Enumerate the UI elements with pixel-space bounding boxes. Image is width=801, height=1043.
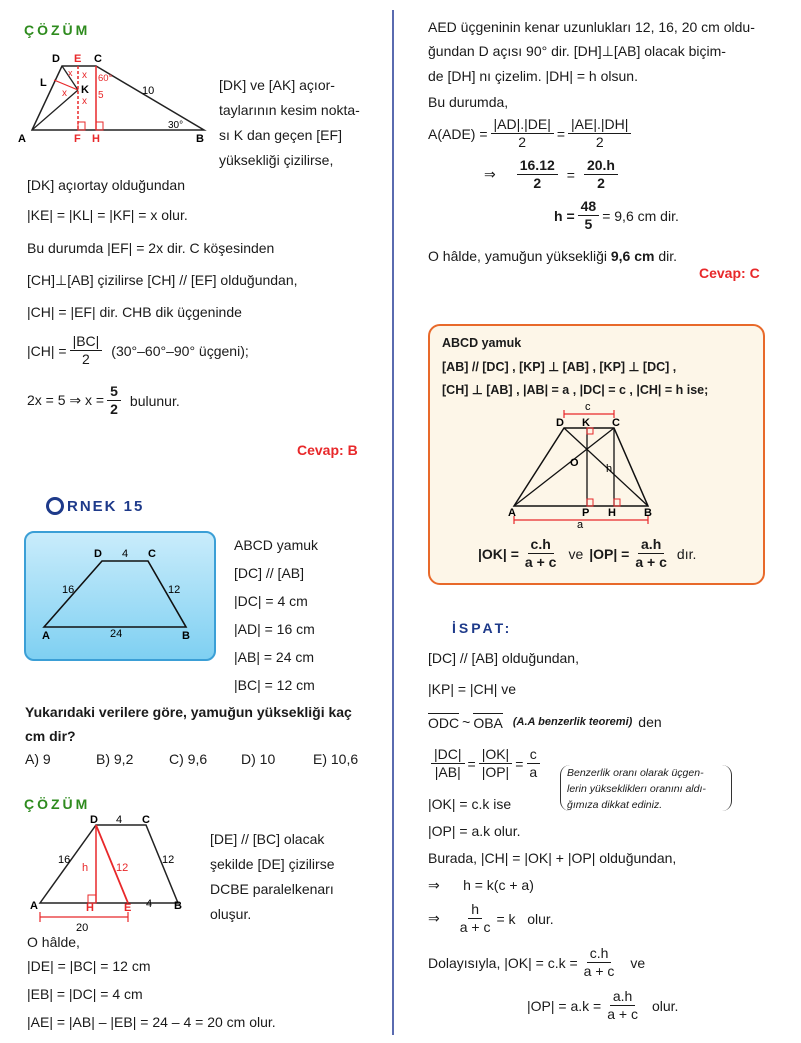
frac-den: 2 bbox=[110, 401, 118, 417]
frac-den: |AB| bbox=[434, 764, 461, 780]
cozum2-text bbox=[210, 827, 334, 927]
cozum2-line-4: oluşur. bbox=[210, 906, 252, 922]
p10-pre: Dolayısıyla, |OK| = c.k = bbox=[428, 954, 578, 971]
p11-post: olur. bbox=[651, 997, 679, 1014]
question-line-1: Yukarıdaki verilere göre, yamuğun yüksekliği kaç bbox=[25, 704, 352, 720]
fig1-label-F: F bbox=[74, 133, 81, 144]
eq-h bbox=[554, 198, 679, 233]
fig3-left: 16 bbox=[58, 854, 71, 866]
answer-1: Cevap: B bbox=[297, 442, 358, 458]
fig3-label-C: C bbox=[142, 815, 150, 826]
fig3-bottom: 20 bbox=[76, 922, 89, 933]
cozum2-line-2: şekilde [DE] çizilirse bbox=[210, 856, 335, 872]
cozum1-line-3: sı K dan geçen [EF] bbox=[219, 127, 342, 143]
p-ratio: $\frac{|DC|}{|AB|}$ = $\frac{|OK|}{|OP|}$ = $\frac{c}{a}$ bbox=[428, 746, 543, 781]
fig3-h: h bbox=[82, 862, 89, 874]
frac-den: a + c bbox=[635, 554, 667, 570]
fig4-label-C: C bbox=[612, 417, 620, 429]
p-line-9 bbox=[428, 901, 554, 936]
frac-den: a + c bbox=[607, 1006, 638, 1022]
option-a: A) 9 bbox=[25, 751, 51, 767]
fig3-label-B: B bbox=[174, 900, 182, 912]
line-de-bc: |DE| = |BC| = 12 cm bbox=[27, 958, 151, 974]
eq-x-post: bulunur. bbox=[129, 392, 180, 409]
given-2: [DC] // [AB] bbox=[234, 565, 305, 581]
p-line-5: |OK| = c.k ise bbox=[428, 796, 512, 812]
frac-num: c.h bbox=[528, 536, 554, 554]
option-c: C) 9,6 bbox=[169, 751, 208, 767]
figure-trapezoid-solution bbox=[30, 815, 200, 933]
eq-h-post: = 9,6 cm dir. bbox=[602, 207, 679, 224]
frac-num: a.h bbox=[610, 988, 635, 1006]
option-d: D) 10 bbox=[241, 751, 276, 767]
fig4-label-H: H bbox=[608, 507, 616, 519]
fig1-x3: x bbox=[62, 88, 67, 99]
frac-num: 16.12 bbox=[517, 157, 558, 175]
line-aciortay: [DK] açıortay olduğundan bbox=[27, 177, 185, 193]
r-line-1: AED üçgeninin kenar uzunlukları 12, 16, 20 cm oldu- bbox=[428, 19, 755, 35]
box-op: |OP| = bbox=[589, 545, 630, 562]
frac-48-5 bbox=[578, 198, 600, 233]
frac-den: 2 bbox=[597, 175, 605, 191]
arrow: ⇒ bbox=[484, 166, 496, 182]
option-b: B) 9,2 bbox=[96, 751, 134, 767]
p11-pre: |OP| = a.k = bbox=[527, 997, 602, 1014]
fig1-label-H: H bbox=[92, 133, 100, 144]
p-line-3 bbox=[428, 713, 662, 731]
p9-post: = k olur. bbox=[496, 910, 554, 927]
fig3-d12: 12 bbox=[116, 862, 129, 874]
frac-num: a.h bbox=[638, 536, 664, 554]
frac-den: a + c bbox=[459, 919, 491, 935]
cozum-heading-1: ÇÖZÜM bbox=[24, 22, 91, 38]
column-divider bbox=[392, 10, 394, 1035]
fig1-label-C: C bbox=[94, 53, 102, 65]
eq-area: A(ADE) = $\frac{|AD|.|DE|}{2}$ = $\frac{|AE|.|DH|}{2}$ bbox=[428, 116, 634, 151]
theorem-box bbox=[428, 324, 765, 585]
cozum1-text bbox=[219, 73, 360, 173]
example-figure-box bbox=[24, 531, 216, 661]
angle-oba: OBA bbox=[473, 715, 503, 731]
fig4-label-O: O bbox=[570, 457, 579, 469]
frac-ch-ac bbox=[522, 536, 560, 571]
note-line-1: Benzerlik oranı olarak üçgen- bbox=[567, 767, 704, 779]
frac-num: c bbox=[527, 746, 540, 764]
frac-c-a bbox=[526, 746, 540, 781]
given-6: |BC| = 12 cm bbox=[234, 677, 315, 693]
question-line-2: cm dir? bbox=[25, 728, 76, 744]
frac-num: |OK| bbox=[479, 746, 513, 764]
fig1-label-K: K bbox=[81, 84, 89, 96]
given-list bbox=[234, 531, 318, 699]
box-formula bbox=[478, 536, 696, 571]
fig1-label-A: A bbox=[18, 133, 26, 144]
option-e: E) 10,6 bbox=[313, 751, 359, 767]
frac-num: 48 bbox=[578, 198, 600, 216]
fig3-label-D: D bbox=[90, 815, 98, 826]
fig4-h: h bbox=[606, 463, 613, 475]
conclusion-pre: O hâlde, yamuğun yüksekliği bbox=[428, 248, 611, 264]
eq-area-lhs: A(ADE) = bbox=[428, 125, 488, 142]
frac-den: |OP| bbox=[481, 764, 510, 780]
fig2-top: 4 bbox=[122, 548, 129, 560]
cozum-heading-2: ÇÖZÜM bbox=[24, 796, 91, 812]
box-line-1: [AB] // [DC] , [KP] ⊥ [AB] , [KP] ⊥ [DC] , bbox=[442, 360, 677, 374]
fig2-right: 12 bbox=[168, 584, 181, 596]
line-ch-ef: |CH| = |EF| dir. CHB dik üçgeninde bbox=[27, 304, 242, 320]
p-line-8: ⇒ h = k(c + a) bbox=[428, 877, 534, 893]
cozum2-line-1: [DE] // [BC] olacak bbox=[210, 831, 325, 847]
fig3-top: 4 bbox=[116, 815, 123, 826]
r-conclusion bbox=[428, 248, 677, 264]
frac-ah-ac bbox=[632, 536, 670, 571]
fig1-label-B: B bbox=[196, 133, 204, 144]
eq-x bbox=[27, 383, 180, 418]
note-line-2: lerin yüksekliklerı oranını aldı- bbox=[567, 783, 706, 795]
conclusion-bold: 9,6 cm bbox=[610, 248, 655, 264]
given-3: |DC| = 4 cm bbox=[234, 593, 308, 609]
fig4-label-K: K bbox=[582, 417, 590, 429]
p-line-2: |KP| = |CH| ve bbox=[428, 681, 517, 697]
fig1-label-D: D bbox=[52, 53, 60, 65]
fig1-angle60: 60° bbox=[98, 73, 113, 84]
frac-5-2 bbox=[107, 383, 121, 418]
box-title: ABCD yamuk bbox=[442, 336, 522, 350]
angle-odc: ODC bbox=[428, 715, 460, 731]
r-line-2: ğundan D açısı 90° dir. [DH]⊥[AB] olacak biçim- bbox=[428, 43, 726, 59]
frac-bc-2 bbox=[70, 333, 103, 368]
ispat-heading: İSPAT: bbox=[452, 620, 513, 636]
figure-trapezoid-bisectors bbox=[18, 48, 214, 144]
fig1-x2: x bbox=[82, 96, 87, 107]
eq-x-lhs: 2x = 5 ⇒ x = bbox=[27, 392, 105, 408]
fig2-label-A: A bbox=[42, 630, 50, 642]
ornek-o-icon bbox=[46, 497, 64, 515]
p-line-6: |OP| = a.k olur. bbox=[428, 823, 521, 839]
fig1-x4: x bbox=[68, 68, 73, 78]
p-line-11 bbox=[527, 988, 678, 1023]
eq-ch-note: (30°–60°–90° üçgeni); bbox=[111, 342, 249, 359]
fig4-label-D: D bbox=[556, 417, 564, 429]
frac-ok-op bbox=[479, 746, 513, 781]
frac-ch-ac-2 bbox=[581, 945, 618, 980]
arrow: ⇒ bbox=[428, 910, 440, 926]
frac-dc-ab bbox=[431, 746, 465, 781]
fig2-label-D: D bbox=[94, 548, 102, 560]
given-5: |AB| = 24 cm bbox=[234, 649, 315, 665]
fig1-label-L: L bbox=[40, 77, 47, 89]
box-line-2: [CH] ⊥ [AB] , |AB| = a , |DC| = c , |CH| = h ise; bbox=[442, 383, 709, 397]
frac-16-12 bbox=[517, 157, 558, 192]
frac-den: 2 bbox=[533, 175, 542, 191]
box-ok: |OK| = bbox=[478, 545, 519, 562]
p3-den: den bbox=[638, 714, 662, 730]
frac-den: a + c bbox=[583, 963, 615, 979]
cozum1-line-1: [DK] ve [AK] açıor- bbox=[219, 77, 335, 93]
fig1-label-E: E bbox=[74, 53, 82, 65]
frac-den: 2 bbox=[595, 134, 604, 150]
ornek-title: RNEK 15 bbox=[67, 497, 145, 515]
note-box bbox=[560, 765, 732, 811]
frac-den: 5 bbox=[584, 216, 593, 232]
frac-num: |BC| bbox=[70, 333, 103, 351]
frac-h-ac bbox=[457, 901, 494, 936]
frac-ad-de bbox=[491, 116, 554, 151]
frac-num: |AD|.|DE| bbox=[491, 116, 554, 134]
frac-den: a + c bbox=[524, 554, 557, 570]
fig1-x1: x bbox=[82, 70, 87, 81]
p10-ve: ve bbox=[630, 954, 646, 971]
question bbox=[25, 700, 352, 748]
fig3-label-H: H bbox=[86, 902, 94, 914]
eq-ch-bc bbox=[27, 333, 249, 368]
fig3-right: 12 bbox=[162, 854, 175, 866]
frac-ah-ac-2 bbox=[604, 988, 641, 1023]
fig2-bottom: 24 bbox=[110, 628, 123, 640]
frac-num: c.h bbox=[587, 945, 612, 963]
line-ef-2x: Bu durumda |EF| = 2x dir. C köşesinden bbox=[27, 240, 275, 256]
cozum1-line-4: yüksekliği çizilirse, bbox=[219, 152, 334, 168]
frac-den: a bbox=[529, 764, 538, 780]
frac-20-h bbox=[584, 157, 618, 192]
fig3-eb: 4 bbox=[146, 898, 153, 910]
frac-den: 2 bbox=[82, 351, 90, 367]
cozum1-line-2: taylarının kesim nokta- bbox=[219, 102, 360, 118]
ornek-heading bbox=[46, 497, 144, 515]
p-line-10 bbox=[428, 945, 645, 980]
conclusion-post: dir. bbox=[654, 248, 678, 264]
line-ae: |AE| = |AB| – |EB| = 24 – 4 = 20 cm olur. bbox=[27, 1014, 276, 1030]
figure-theorem-trapezoid bbox=[494, 402, 674, 528]
fig3-label-A: A bbox=[30, 900, 38, 912]
frac-num: |DC| bbox=[431, 746, 465, 764]
fig2-label-B: B bbox=[182, 630, 190, 642]
note-line-3: ğımıza dikkat ediniz. bbox=[567, 799, 663, 811]
frac-ae-dh bbox=[568, 116, 631, 151]
fig2-label-C: C bbox=[148, 548, 156, 560]
frac-den: 2 bbox=[518, 134, 527, 150]
r-line-3: de [DH] nı çizelim. |DH| = h olsun. bbox=[428, 68, 638, 84]
cozum2-line-3: DCBE paralelkenarı bbox=[210, 881, 334, 897]
fig4-label-A: A bbox=[508, 507, 516, 519]
box-dir: dır. bbox=[676, 545, 697, 562]
line-eb-dc: |EB| = |DC| = 4 cm bbox=[27, 986, 143, 1002]
eq-area-2: ⇒ $\frac{16.12}{2}$ = $\frac{20.h}{2}$ bbox=[484, 157, 621, 192]
fig4-label-B: B bbox=[644, 507, 652, 519]
frac-num: 20.h bbox=[584, 157, 618, 175]
given-1: ABCD yamuk bbox=[234, 537, 319, 553]
similar-sign: ~ bbox=[462, 714, 471, 730]
line-ke-kl-kf: |KE| = |KL| = |KF| = x olur. bbox=[27, 207, 188, 223]
frac-num: h bbox=[468, 901, 482, 919]
r-line-4: Bu durumda, bbox=[428, 94, 509, 110]
figure-trapezoid-example bbox=[26, 533, 214, 659]
eq-h-lhs: h = bbox=[554, 207, 575, 224]
fig1-angle30: 30° bbox=[168, 120, 184, 131]
frac-num: 5 bbox=[107, 383, 121, 401]
line-o-halde: O hâlde, bbox=[27, 934, 80, 950]
fig2-left: 16 bbox=[62, 584, 75, 596]
fig4-c: c bbox=[585, 402, 591, 413]
fig1-ten: 10 bbox=[142, 85, 155, 97]
p-line-1: [DC] // [AB] olduğundan, bbox=[428, 650, 579, 666]
fig3-label-E: E bbox=[124, 902, 132, 914]
box-ve: ve bbox=[568, 545, 584, 562]
fig4-a: a bbox=[577, 519, 584, 528]
frac-num: |AE|.|DH| bbox=[568, 116, 631, 134]
fig1-five: 5 bbox=[98, 90, 104, 101]
given-4: |AD| = 16 cm bbox=[234, 621, 315, 637]
fig4-label-P: P bbox=[582, 507, 590, 519]
p-line-7: Burada, |CH| = |OK| + |OP| olduğundan, bbox=[428, 850, 677, 866]
line-ch-perp: [CH]⊥[AB] çizilirse [CH] // [EF] olduğundan, bbox=[27, 272, 298, 288]
similarity-note: (A.A benzerlik teoremi) bbox=[512, 716, 633, 728]
eq-ch-lhs: |CH| = bbox=[27, 342, 67, 359]
answer-2: Cevap: C bbox=[699, 265, 760, 281]
